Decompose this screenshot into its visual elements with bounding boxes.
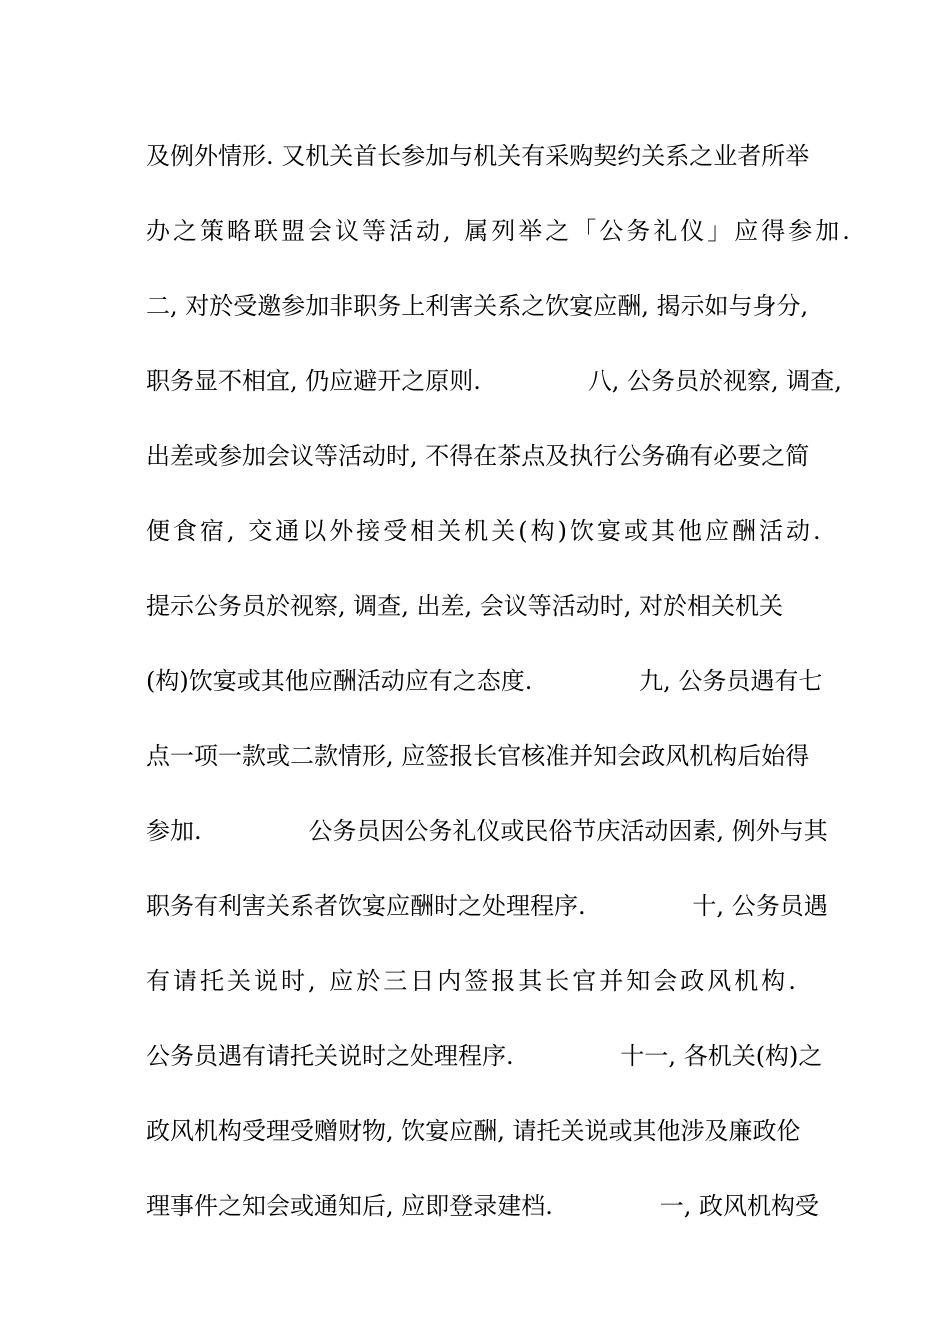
text-line: 出差或参加会议等活动时, 不得在茶点及执行公务确有必要之简 — [146, 442, 810, 470]
text-line: 职务有利害关系者饮宴应酬时之处理程序. 十, 公务员遇 — [146, 892, 828, 920]
document-body — [146, 136, 853, 1261]
text-line: 便食宿, 交通以外接受相关机关(构)饮宴或其他应酬活动. — [146, 517, 824, 545]
text-line: 公务员遇有请托关说时之处理程序. 十一, 各机关(构)之 — [146, 1042, 823, 1070]
text-line: 职务显不相宜, 仍应避开之原则. 八, 公务员於视察, 调查, — [146, 367, 842, 395]
text-line: 有请托关说时, 应於三日内签报其长官并知会政风机构. — [146, 967, 799, 995]
text-line: 提示公务员於视察, 调查, 出差, 会议等活动时, 对於相关机关 — [146, 592, 784, 620]
text-line: 及例外情形. 又机关首长参加与机关有采购契约关系之业者所举 — [146, 142, 810, 170]
text-line: 办之策略联盟会议等活动, 属列举之「公务礼仪」应得参加. — [146, 217, 853, 245]
text-line: (构)饮宴或其他应酬活动应有之态度. 九, 公务员遇有七 — [146, 667, 823, 695]
text-line: 参加. 公务员因公务礼仪或民俗节庆活动因素, 例外与其 — [146, 817, 828, 845]
text-line: 二, 对於受邀参加非职务上利害关系之饮宴应酬, 揭示如与身分, — [146, 292, 809, 320]
text-line: 理事件之知会或通知后, 应即登录建档. 一, 政风机构受 — [146, 1192, 819, 1220]
text-line: 政风机构受理受赠财物, 饮宴应酬, 请托关说或其他涉及廉政伦 — [146, 1117, 801, 1145]
text-line: 点一项一款或二款情形, 应签报长官核准并知会政风机构后始得 — [146, 742, 810, 770]
